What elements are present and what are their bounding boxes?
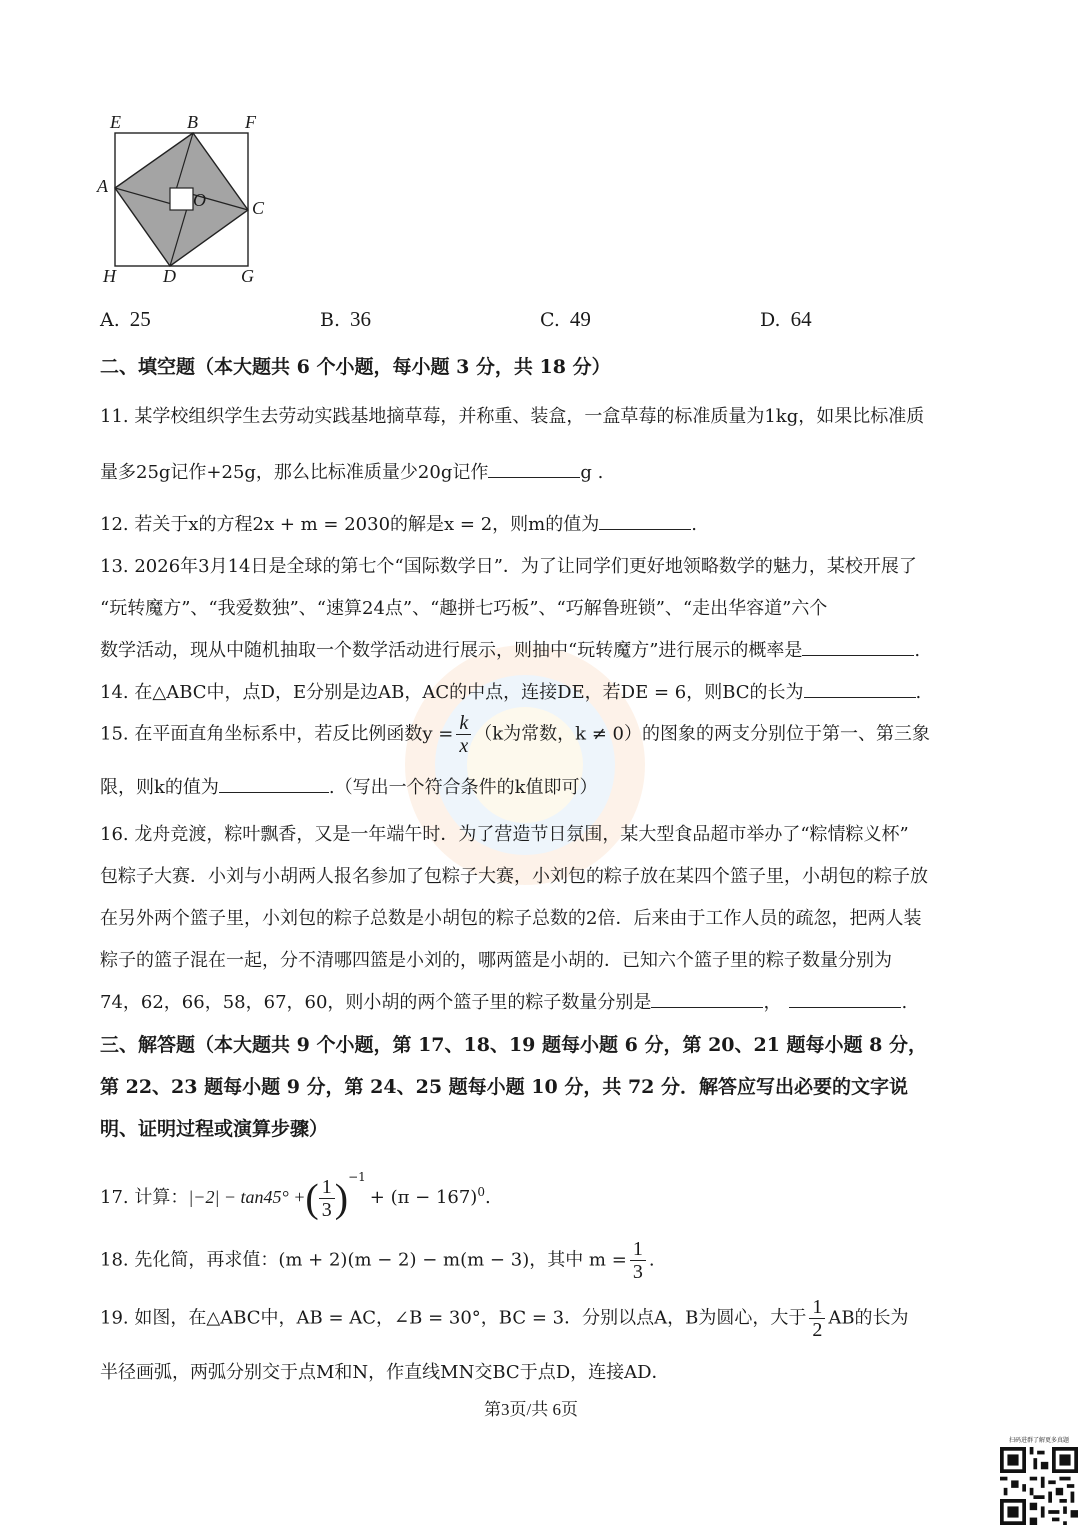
label-e: E [110, 112, 121, 132]
q18: 18. 先化简，再求值：(m + 2)(m − 2) − m(m − 3)，其中 m = $\frac{1}{3}$ . [100, 1238, 655, 1283]
option-c: C. 49 [540, 307, 591, 331]
label-h: H [103, 266, 116, 286]
q15-line1: 15. 在平面直角坐标系中，若反比例函数y = $\frac{k}{x}$ （k为常数，k ≠ 0）的图象的两支分别位于第一、第三象 [100, 712, 931, 757]
q19-line1: 19. 如图，在△ABC中，AB = AC，∠B = 30°，BC = 3．分别以点A，B为圆心，大于 $\frac{1}{2}$ AB的长为 [100, 1296, 909, 1341]
section-3-line2: 第 22、23 题每小题 9 分，第 24、25 题每小题 10 分，共 72 分．解答应写出必要的文字说 [100, 1076, 909, 1098]
q16-line5: 74，62，66，58，67，60，则小胡的两个篮子里的粽子数量分别是 ， . [100, 988, 907, 1014]
page-number: 第3页/共 6页 [484, 1400, 578, 1419]
answer-blank [804, 679, 916, 698]
label-g: G [241, 266, 254, 286]
answer-blank [802, 637, 914, 656]
q16-line4: 粽子的篮子混在一起，分不清哪四篮是小刘的，哪两篮是小胡的．已知六个篮子里的粽子数量分别为 [100, 950, 892, 971]
q11-line2: 量多25g记作+25g，那么比标准质量少20g记作 g . [100, 458, 603, 484]
option-b: B. 36 [320, 307, 372, 331]
q16-line3: 在另外两个篮子里，小刘包的粽子总数是小胡包的粽子总数的2倍．后来由于工作人员的疏忽，把两人装 [100, 908, 922, 929]
section-3-line1: 三、解答题（本大题共 9 个小题，第 17、18、19 题每小题 6 分，第 20、21 题每小题 8 分， [100, 1034, 928, 1056]
label-o: O [193, 190, 206, 210]
q19-line2: 半径画弧，两弧分别交于点M和N，作直线MN交BC于点D，连接AD． [100, 1362, 670, 1383]
fraction-one-third: $\frac{1}{3}$ [319, 1176, 335, 1221]
label-b: B [187, 112, 198, 132]
q16-line2: 包粽子大赛．小刘与小胡两人报名参加了包粽子大赛，小刘包的粽子放在某四个篮子里，小胡包的粽子放 [100, 866, 928, 887]
qr-code-icon [1000, 1447, 1078, 1525]
q16-line1: 16. 龙舟竞渡，粽叶飘香，又是一年端午时．为了营造节日氛围，某大型食品超市举办了“粽情粽义杯” [100, 824, 909, 845]
label-d: D [163, 266, 176, 286]
square-figure [95, 108, 295, 288]
label-f: F [245, 112, 256, 132]
qr-code [1000, 1435, 1078, 1523]
fraction-one-half: $\frac{1}{2}$ [809, 1296, 825, 1341]
answer-blank [789, 989, 901, 1008]
fraction-one-third: $\frac{1}{3}$ [630, 1238, 646, 1283]
answer-blank [651, 989, 763, 1008]
option-a: A. 25 [100, 307, 151, 331]
fraction-k-over-x: $\frac{k}{x}$ [456, 712, 471, 757]
q12: 12. 若关于x的方程2x + m = 2030的解是x = 2，则m的值为 . [100, 510, 697, 536]
q15-line2: 限，则k的值为 .（写出一个符合条件的k值即可） [100, 773, 598, 799]
q13-line2: “玩转魔方”、“我爱数独”、“速算24点”、“趣拼七巧板”、“巧解鲁班锁”、“走出华容道”六个 [100, 598, 828, 619]
section-3-line3: 明、证明过程或演算步骤） [100, 1118, 329, 1140]
watermark-logo [395, 635, 655, 895]
answer-blank [599, 511, 691, 530]
q17: 17. 计算：|−2| − tan45° +( $\frac{1}{3}$ )$^{-1}+ (\pi - 167)^0$. [100, 1170, 491, 1221]
qr-caption: 扫码进群了解更多真题 [1008, 1437, 1069, 1444]
q11-line1: 11. 某学校组织学生去劳动实践基地摘草莓，并称重、装盒，一盒草莓的标准质量为1kg，如果比标准质 [100, 406, 925, 427]
section-2-heading: 二、填空题（本大题共 6 个小题，每小题 3 分，共 18 分） [100, 356, 611, 378]
answer-blank [219, 774, 329, 793]
answer-blank [488, 459, 580, 478]
q14: 14. 在△ABC中，点D，E分别是边AB，AC的中点，连接DE，若DE = 6，则BC的长为 . [100, 678, 921, 704]
q13-line3: 数学活动，现从中随机抽取一个数学活动进行展示，则抽中“玩转魔方”进行展示的概率是 . [100, 636, 920, 662]
label-a: A [97, 176, 108, 196]
q13-line1: 13. 2026年3月14日是全球的第七个“国际数学日”．为了让同学们更好地领略数学的魅力，某校开展了 [100, 556, 917, 577]
option-d: D. 64 [760, 307, 812, 331]
label-c: C [252, 198, 265, 218]
